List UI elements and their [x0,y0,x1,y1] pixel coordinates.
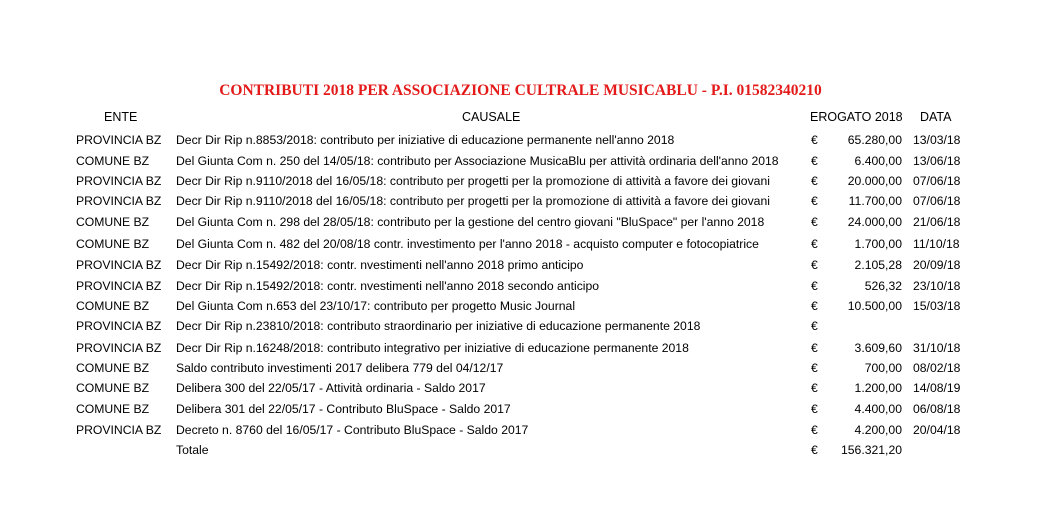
row-date: 14/08/19 [913,381,961,395]
row-amount: 4.200,00 [854,423,902,437]
row-causale: Decr Dir Rip n.15492/2018: contr. nvestimenti nell'anno 2018 primo anticipo [176,258,584,272]
row-currency: € [811,361,818,375]
header-erogato: EROGATO 2018 [810,110,903,124]
row-amount: 1.200,00 [854,381,902,395]
row-ente: PROVINCIA BZ [76,319,162,333]
row-currency: € [811,319,818,333]
row-currency: € [811,341,818,355]
row-ente: PROVINCIA BZ [76,194,162,208]
row-date: 08/02/18 [913,361,961,375]
row-ente: COMUNE BZ [76,361,150,375]
row-causale: Del Giunta Com n.653 del 23/10/17: contributo per progetto Music Journal [176,299,576,313]
table-row [0,154,1041,172]
row-date: 20/09/18 [913,258,961,272]
row-causale: Decr Dir Rip n.8853/2018: contributo per iniziative di educazione permanente nell'anno 2018 [176,133,675,147]
row-causale: Del Giunta Com n. 250 del 14/05/18: contributo per Associazione MusicaBlu per attività ordinaria dell'anno 2018 [176,154,779,168]
table-row [0,381,1041,399]
row-date: 13/06/18 [913,154,961,168]
table-row [0,133,1041,151]
table-row [0,174,1041,192]
row-causale: Saldo contributo investimenti 2017 delibera 779 del 04/12/17 [176,361,504,375]
table-row [0,319,1041,337]
row-ente: COMUNE BZ [76,215,150,229]
total-amount: 156.321,20 [841,443,902,457]
row-date: 13/03/18 [913,133,961,147]
row-currency: € [811,381,818,395]
row-amount: 20.000,00 [847,174,902,188]
row-causale: Del Giunta Com n. 298 del 28/05/18: contributo per la gestione del centro giovani "BluSpace" per l'anno 2018 [176,215,765,229]
row-causale: Delibera 300 del 22/05/17 - Attività ordinaria - Saldo 2017 [176,381,486,395]
page-title: CONTRIBUTI 2018 PER ASSOCIAZIONE CULTRALE MUSICABLU - P.I. 01582340210 [219,82,822,99]
row-causale: Decr Dir Rip n.9110/2018 del 16/05/18: contributo per progetti per la promozione di attività a favore dei giovani [176,174,770,188]
row-date: 23/10/18 [913,279,961,293]
row-currency: € [811,402,818,416]
row-ente: COMUNE BZ [76,402,150,416]
row-amount: 6.400,00 [854,154,902,168]
row-ente: PROVINCIA BZ [76,133,162,147]
row-currency: € [811,215,818,229]
row-causale: Decr Dir Rip n.16248/2018: contributo integrativo per iniziative di educazione permanente 2018 [176,341,689,355]
table-row [0,237,1041,255]
row-currency: € [811,133,818,147]
row-amount: 11.700,00 [848,194,902,208]
row-ente: COMUNE BZ [76,154,150,168]
row-ente: PROVINCIA BZ [76,258,162,272]
row-currency: € [811,258,818,272]
row-amount: 10.500,00 [847,299,902,313]
row-ente: COMUNE BZ [76,237,150,251]
row-ente: PROVINCIA BZ [76,423,162,437]
table-row [0,215,1041,233]
table-row [0,402,1041,420]
row-amount: 1.700,00 [854,237,902,251]
table-row [0,258,1041,276]
row-amount: 65.280,00 [847,133,902,147]
row-ente: PROVINCIA BZ [76,341,162,355]
row-causale: Decr Dir Rip n.9110/2018 del 16/05/18: contributo per progetti per la promozione di attività a favore dei giovani [176,194,770,208]
row-currency: € [811,299,818,313]
row-ente: PROVINCIA BZ [76,279,162,293]
row-ente: COMUNE BZ [76,299,150,313]
row-causale: Delibera 301 del 22/05/17 - Contributo BluSpace - Saldo 2017 [176,402,511,416]
row-causale: Del Giunta Com n. 482 del 20/08/18 contr. investimento per l'anno 2018 - acquisto computer e fotocopiatrice [176,237,759,251]
row-currency: € [811,154,818,168]
table-row [0,423,1041,441]
table-row [0,361,1041,379]
total-currency: € [811,443,818,457]
row-date: 21/06/18 [913,215,961,229]
row-causale: Decreto n. 8760 del 16/05/17 - Contributo BluSpace - Saldo 2017 [176,423,529,437]
header-data: DATA [920,110,952,124]
row-amount: 2.105,28 [854,258,902,272]
row-date: 07/06/18 [913,194,961,208]
table-row [0,299,1041,317]
row-date: 31/10/18 [913,341,961,355]
row-date: 06/08/18 [913,402,961,416]
row-date: 15/03/18 [913,299,961,313]
row-amount: 4.400,00 [854,402,902,416]
row-amount: 3.609,60 [854,341,902,355]
table-row [0,194,1041,212]
row-causale: Decr Dir Rip n.15492/2018: contr. nvestimenti nell'anno 2018 secondo anticipo [176,279,600,293]
total-row [0,443,1041,461]
row-currency: € [811,237,818,251]
row-ente: COMUNE BZ [76,381,150,395]
row-currency: € [811,174,818,188]
row-currency: € [811,194,818,208]
row-amount: 700,00 [864,361,902,375]
row-currency: € [811,423,818,437]
row-amount: 526,32 [864,279,902,293]
table-row [0,279,1041,297]
row-causale: Decr Dir Rip n.23810/2018: contributo straordinario per iniziative di educazione permanente 2018 [176,319,701,333]
row-currency: € [811,279,818,293]
row-ente: PROVINCIA BZ [76,174,162,188]
row-amount: 24.000,00 [847,215,902,229]
row-date: 11/10/18 [913,237,960,251]
header-causale: CAUSALE [462,110,521,124]
table-row [0,341,1041,359]
row-date: 07/06/18 [913,174,961,188]
header-ente: ENTE [104,110,138,124]
row-date: 20/04/18 [913,423,961,437]
total-label: Totale [176,443,209,457]
